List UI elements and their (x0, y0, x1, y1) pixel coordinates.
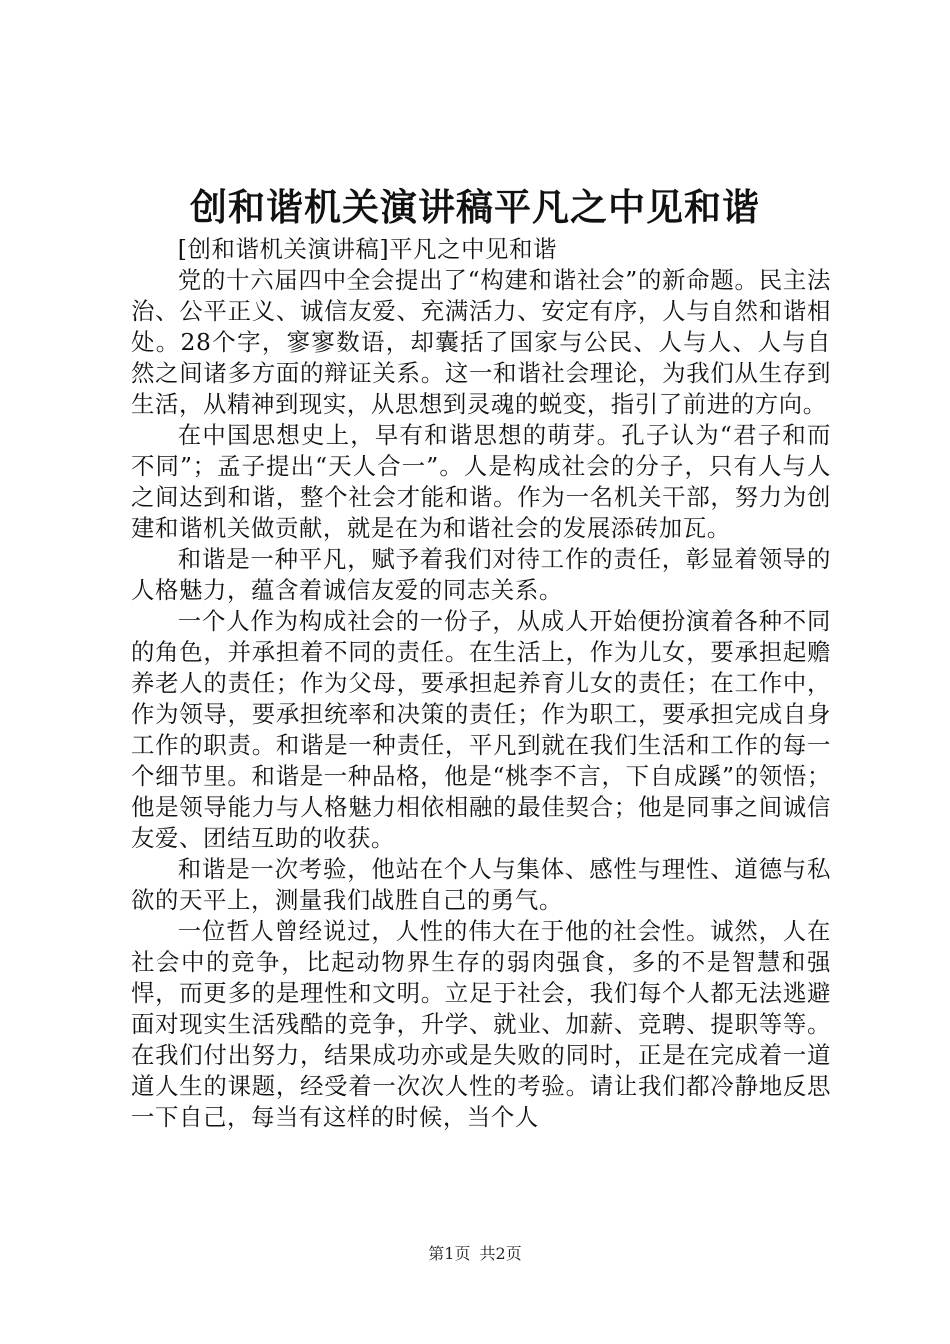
paragraph-subtitle: [创和谐机关演讲稿]平凡之中见和谐 (177, 235, 558, 263)
page-total: 共2页 (479, 1244, 522, 1263)
document-title: 创和谐机关演讲稿平凡之中见和谐 (190, 185, 760, 229)
page-footer (0, 1244, 950, 1264)
document-body (131, 234, 831, 1133)
paragraph: 一位哲人曾经说过，人性的伟大在于他的社会性。诚然，人在社会中的竞争，比起动物界生存的弱肉强食，多的不是智慧和强悍，而更多的是理性和文明。立足于社会，我们每个人都无法逃避面对现实生活残酷的竞争，升学、就业、加薪、竞聘、提职等等。在我们付出努力，结果成功亦或是失败的同时，正是在完成着一道道人生的课题，经受着一次次人性的考验。请让我们都冷静地反思一下自己，每当有这样的时候，当个人 (131, 917, 831, 1131)
paragraph: 党的十六届四中全会提出了“构建和谐社会”的新命题。民主法治、公平正义、诚信友爱、充满活力、安定有序，人与自然和谐相处。28个字，寥寥数语，却囊括了国家与公民、人与人、人与自然之间诸多方面的辩证关系。这一和谐社会理论，为我们从生存到生活，从精神到现实，从思想到灵魂的蜕变，指引了前进的方向。 (131, 266, 831, 418)
paragraph: 和谐是一次考验，他站在个人与集体、感性与理性、道德与私欲的天平上，测量我们战胜自己的勇气。 (131, 855, 831, 914)
page-number: 第1页 (428, 1244, 471, 1263)
paragraph: 一个人作为构成社会的一份子，从成人开始便扮演着各种不同的角色，并承担着不同的责任。在生活上，作为儿女，要承担起赡养老人的责任；作为父母，要承担起养育儿女的责任；在工作中，作为领导，要承担统率和决策的责任；作为职工，要承担完成自身工作的职责。和谐是一种责任，平凡到就在我们生活和工作的每一个细节里。和谐是一种品格，他是“桃李不言，下自成蹊”的领悟；他是领导能力与人格魅力相依相融的最佳契合；他是同事之间诚信友爱、团结互助的收获。 (131, 607, 831, 852)
paragraph: 和谐是一种平凡，赋予着我们对待工作的责任，彰显着领导的人格魅力，蕴含着诚信友爱的同志关系。 (131, 545, 831, 604)
paragraph: 在中国思想史上，早有和谐思想的萌芽。孔子认为“君子和而不同”；孟子提出“天人合一”。人是构成社会的分子，只有人与人之间达到和谐，整个社会才能和谐。作为一名机关干部，努力为创建和谐机关做贡献，就是在为和谐社会的发展添砖加瓦。 (131, 421, 831, 542)
